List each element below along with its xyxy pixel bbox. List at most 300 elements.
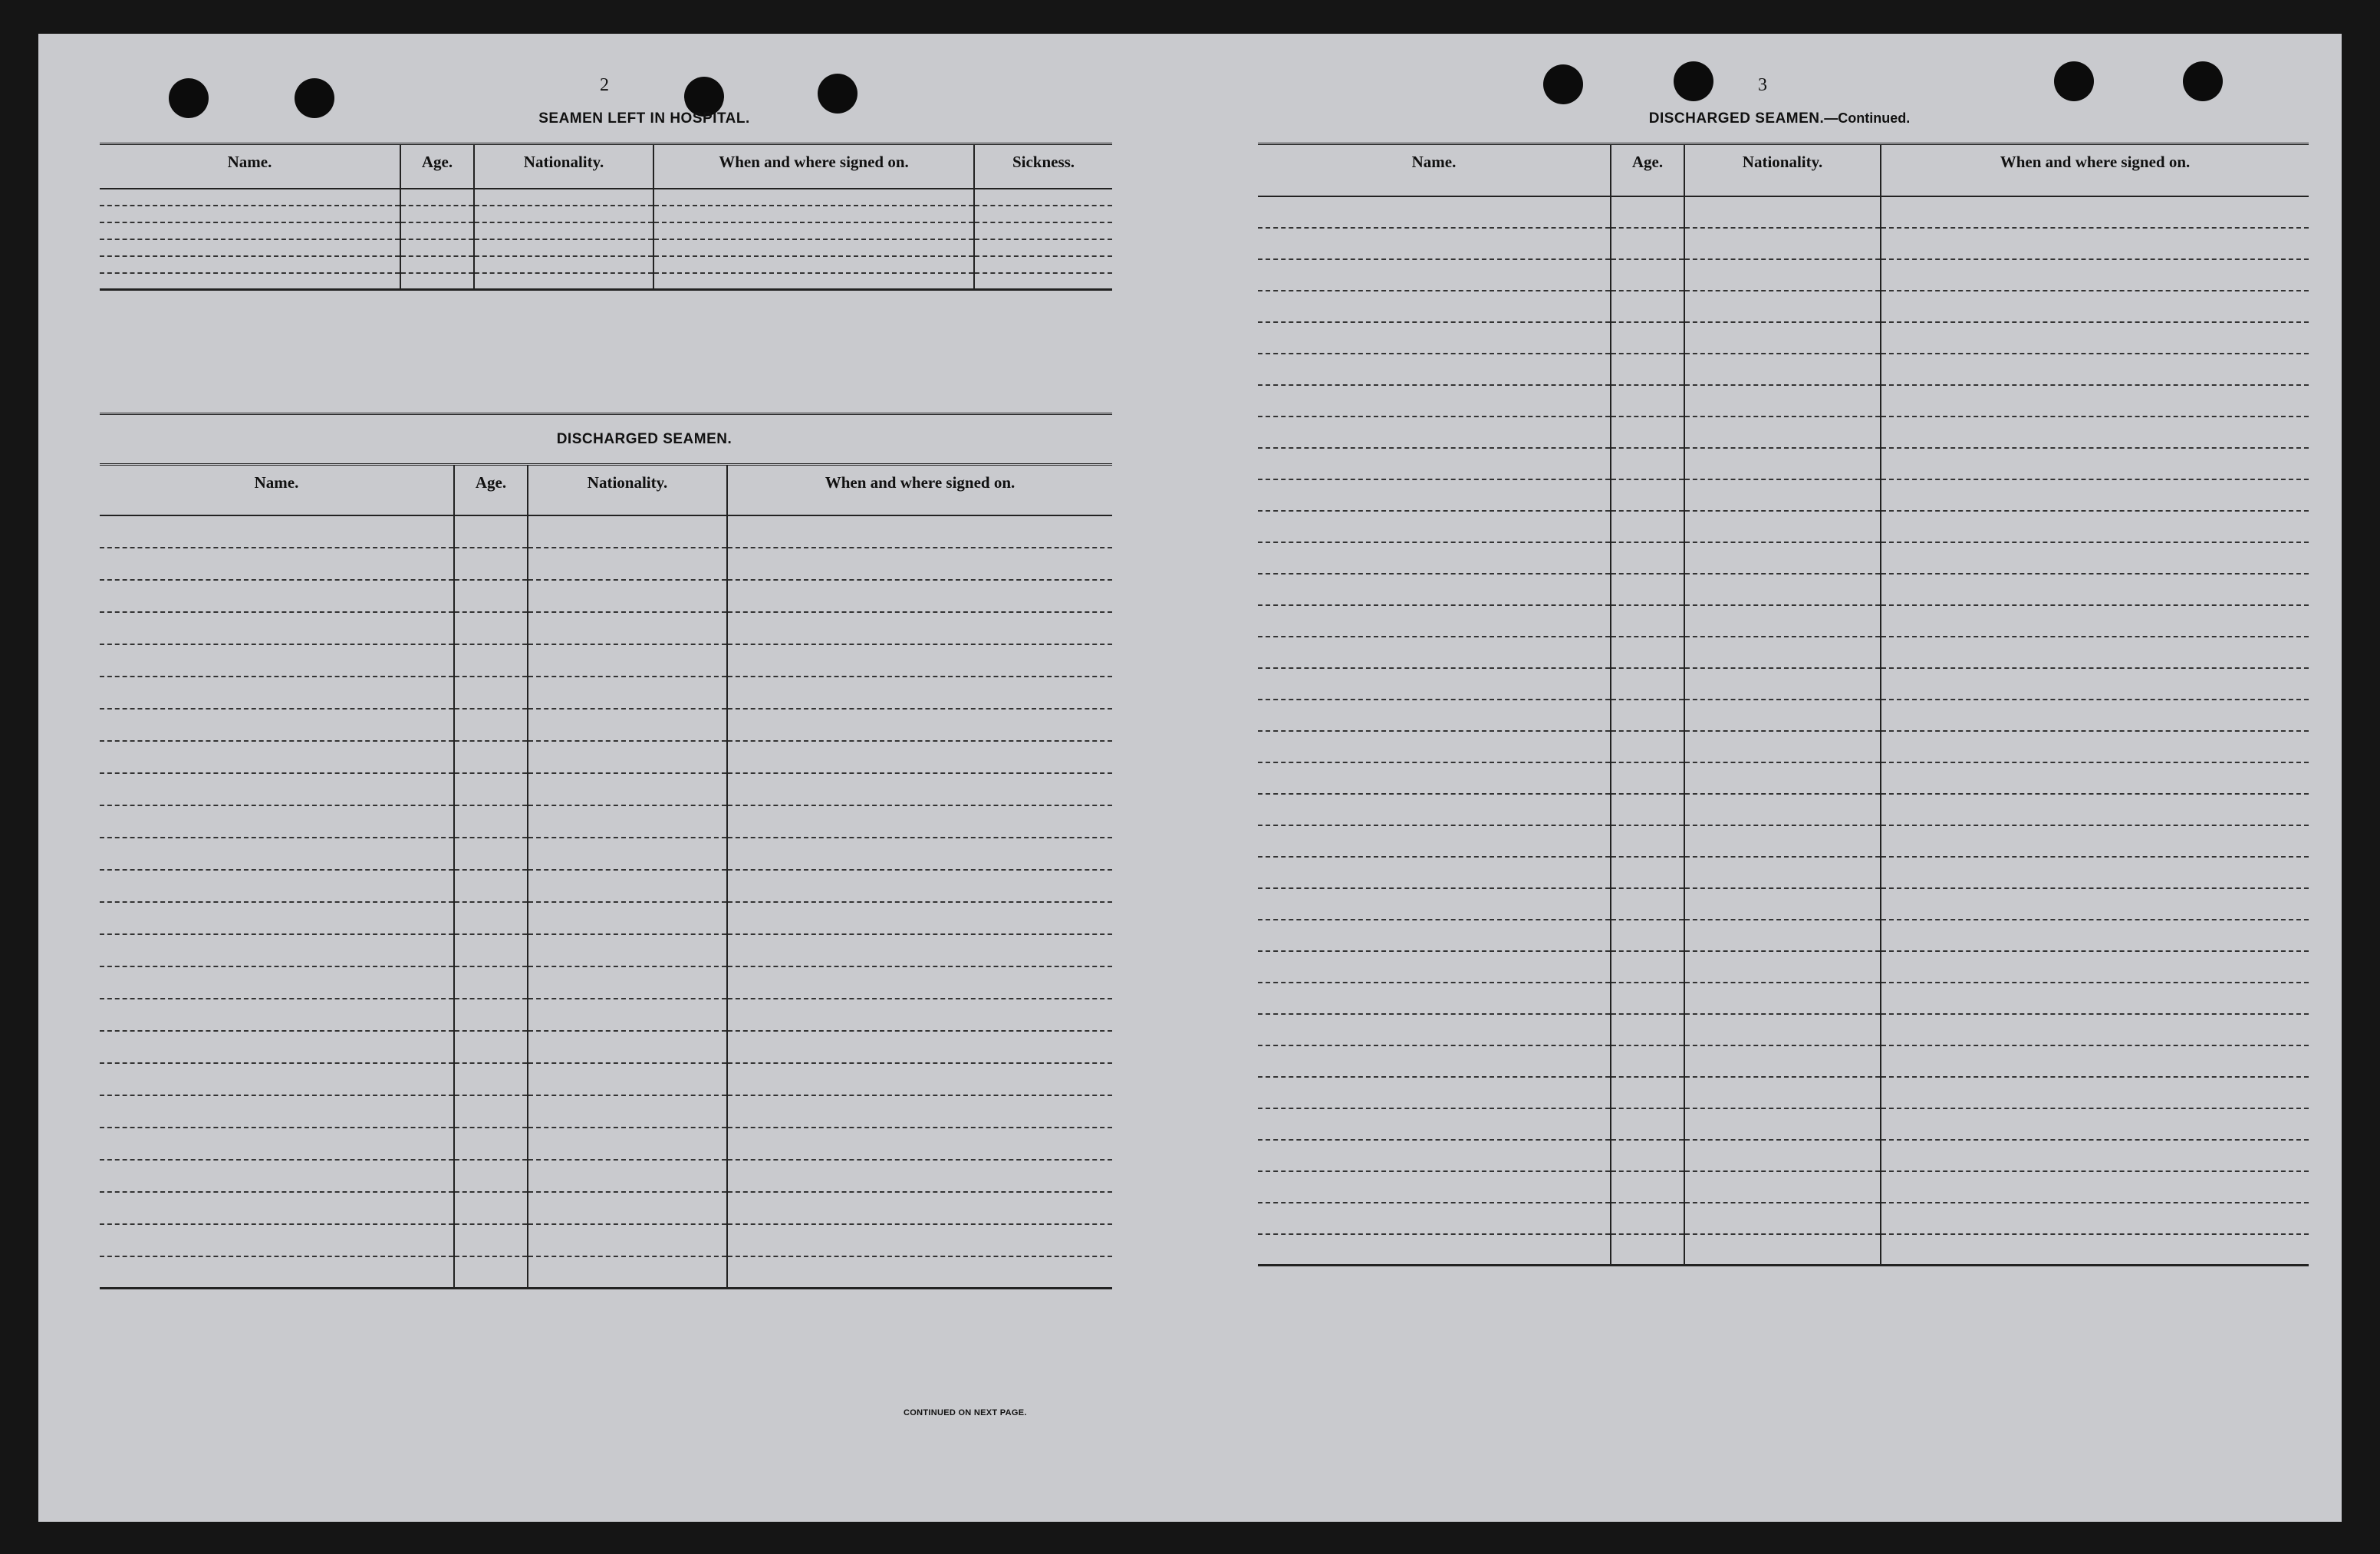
blank-cell (1611, 259, 1684, 291)
blank-cell (1684, 354, 1881, 385)
blank-row (1258, 479, 2309, 511)
blank-row (100, 838, 1112, 870)
blank-cell (1258, 794, 1611, 825)
punch-hole (1543, 64, 1583, 104)
blank-cell (727, 1095, 1112, 1128)
blank-cell (400, 239, 474, 256)
blank-cell (1611, 416, 1684, 448)
blank-cell (100, 189, 400, 206)
blank-cell (1881, 983, 2309, 1014)
blank-cell (1258, 1014, 1611, 1045)
discharged-continued-table (1258, 143, 2309, 1266)
blank-cell (400, 256, 474, 273)
blank-row (100, 999, 1112, 1031)
blank-cell (454, 741, 528, 773)
blank-row (1258, 1140, 2309, 1171)
hospital-table (100, 143, 1112, 291)
punch-hole (2183, 61, 2223, 101)
blank-row (1258, 1203, 2309, 1234)
blank-cell (528, 548, 727, 580)
blank-cell (100, 1063, 454, 1095)
blank-cell (100, 644, 454, 677)
blank-cell (528, 709, 727, 741)
blank-cell (400, 189, 474, 206)
blank-cell (1684, 542, 1881, 574)
blank-row (100, 677, 1112, 709)
blank-cell (400, 206, 474, 222)
blank-row (100, 805, 1112, 838)
blank-cell (974, 273, 1112, 290)
discharged-section-title: DISCHARGED SEAMEN. (556, 431, 732, 447)
blank-row (1258, 668, 2309, 700)
continued-note: CONTINUED ON NEXT PAGE. (904, 1408, 1027, 1417)
blank-cell (454, 999, 528, 1031)
blank-cell (1611, 542, 1684, 574)
blank-cell (454, 515, 528, 548)
blank-cell (653, 273, 974, 290)
blank-row (1258, 291, 2309, 322)
blank-row (1258, 637, 2309, 668)
blank-cell (1881, 1171, 2309, 1203)
blank-cell (1881, 479, 2309, 511)
blank-cell (727, 612, 1112, 644)
blank-cell (727, 677, 1112, 709)
blank-cell (454, 1031, 528, 1063)
blank-cell (1684, 1045, 1881, 1077)
blank-cell (1258, 259, 1611, 291)
blank-cell (727, 966, 1112, 999)
blank-cell (474, 273, 653, 290)
blank-row (1258, 385, 2309, 416)
blank-cell (1258, 448, 1611, 479)
blank-cell (100, 256, 400, 273)
blank-cell (100, 222, 400, 239)
blank-cell (727, 870, 1112, 902)
column-header-age: Age. (454, 465, 528, 515)
blank-row (100, 934, 1112, 966)
blank-cell (1684, 983, 1881, 1014)
blank-cell (454, 1160, 528, 1192)
blank-cell (727, 838, 1112, 870)
blank-row (1258, 228, 2309, 259)
blank-row (1258, 448, 2309, 479)
blank-cell (1258, 700, 1611, 731)
blank-cell (1684, 1234, 1881, 1266)
blank-cell (727, 1256, 1112, 1289)
blank-cell (727, 548, 1112, 580)
blank-cell (528, 934, 727, 966)
blank-cell (1684, 1077, 1881, 1108)
blank-cell (528, 902, 727, 934)
blank-cell (727, 999, 1112, 1031)
blank-cell (1258, 1108, 1611, 1140)
blank-cell (1684, 511, 1881, 542)
blank-cell (100, 273, 400, 290)
blank-cell (1881, 354, 2309, 385)
blank-cell (100, 612, 454, 644)
blank-row (1258, 322, 2309, 354)
blank-row (1258, 920, 2309, 951)
blank-cell (1684, 291, 1881, 322)
blank-cell (100, 239, 400, 256)
blank-cell (454, 1256, 528, 1289)
blank-cell (1684, 700, 1881, 731)
blank-cell (1881, 1045, 2309, 1077)
column-header-age: Age. (400, 144, 474, 189)
blank-cell (528, 1192, 727, 1224)
blank-cell (1611, 1045, 1684, 1077)
blank-cell (1258, 1140, 1611, 1171)
blank-row (1258, 700, 2309, 731)
blank-cell (100, 709, 454, 741)
blank-row (100, 612, 1112, 644)
blank-cell (100, 870, 454, 902)
blank-cell (1611, 983, 1684, 1014)
blank-row (1258, 731, 2309, 762)
blank-cell (1611, 762, 1684, 794)
blank-cell (1611, 228, 1684, 259)
blank-cell (727, 1192, 1112, 1224)
blank-row (100, 256, 1112, 273)
column-header-signed-on: When and where signed on. (653, 144, 974, 189)
blank-row (1258, 259, 2309, 291)
blank-cell (1881, 1140, 2309, 1171)
blank-cell (974, 189, 1112, 206)
blank-cell (1258, 857, 1611, 888)
blank-cell (1258, 825, 1611, 857)
blank-cell (1881, 322, 2309, 354)
blank-cell (1611, 354, 1684, 385)
blank-cell (528, 1063, 727, 1095)
blank-cell (1611, 1203, 1684, 1234)
blank-cell (1611, 951, 1684, 983)
blank-cell (528, 1128, 727, 1160)
blank-cell (1684, 1014, 1881, 1045)
blank-cell (454, 1128, 528, 1160)
blank-cell (454, 902, 528, 934)
blank-cell (1258, 1045, 1611, 1077)
blank-cell (1611, 1234, 1684, 1266)
blank-cell (653, 189, 974, 206)
blank-cell (1684, 794, 1881, 825)
blank-cell (454, 805, 528, 838)
blank-cell (1684, 448, 1881, 479)
blank-cell (1881, 259, 2309, 291)
blank-cell (1881, 1014, 2309, 1045)
blank-cell (1258, 416, 1611, 448)
blank-row (1258, 354, 2309, 385)
blank-cell (1258, 920, 1611, 951)
blank-cell (1881, 385, 2309, 416)
blank-cell (1258, 731, 1611, 762)
blank-row (100, 273, 1112, 290)
discharged-title: DISCHARGED SEAMEN. (1648, 110, 1825, 127)
blank-cell (1611, 1171, 1684, 1203)
blank-cell (100, 902, 454, 934)
blank-cell (1881, 574, 2309, 605)
blank-row (100, 1256, 1112, 1289)
blank-cell (1881, 605, 2309, 637)
blank-cell (528, 677, 727, 709)
blank-row (100, 189, 1112, 206)
blank-cell (727, 1063, 1112, 1095)
continued-label: —Continued. (1824, 110, 1911, 126)
blank-cell (727, 934, 1112, 966)
blank-cell (1611, 1108, 1684, 1140)
blank-row (1258, 825, 2309, 857)
blank-row (1258, 983, 2309, 1014)
blank-cell (1881, 731, 2309, 762)
blank-cell (727, 902, 1112, 934)
blank-cell (1684, 668, 1881, 700)
column-header-sickness: Sickness. (974, 144, 1112, 189)
blank-cell (1258, 1234, 1611, 1266)
blank-row (100, 239, 1112, 256)
blank-row (100, 1160, 1112, 1192)
blank-cell (1684, 259, 1881, 291)
blank-row (100, 1128, 1112, 1160)
blank-cell (454, 677, 528, 709)
blank-cell (1881, 448, 2309, 479)
blank-cell (1881, 1203, 2309, 1234)
blank-cell (474, 206, 653, 222)
blank-cell (1684, 637, 1881, 668)
blank-cell (1611, 700, 1684, 731)
blank-cell (1684, 479, 1881, 511)
blank-cell (1881, 700, 2309, 731)
blank-cell (474, 189, 653, 206)
blank-cell (974, 206, 1112, 222)
blank-cell (1684, 196, 1881, 228)
column-header-name: Name. (100, 465, 454, 515)
blank-cell (1611, 888, 1684, 920)
blank-cell (1684, 762, 1881, 794)
blank-cell (727, 1224, 1112, 1256)
blank-cell (528, 805, 727, 838)
blank-cell (727, 515, 1112, 548)
blank-cell (1684, 385, 1881, 416)
blank-cell (1611, 825, 1684, 857)
blank-cell (474, 239, 653, 256)
discharged-table (100, 463, 1112, 1289)
blank-cell (653, 206, 974, 222)
blank-cell (100, 741, 454, 773)
blank-row (1258, 542, 2309, 574)
document-sheet (38, 34, 2342, 1522)
blank-cell (1258, 322, 1611, 354)
blank-cell (454, 1224, 528, 1256)
blank-cell (727, 773, 1112, 805)
blank-cell (454, 773, 528, 805)
blank-cell (727, 709, 1112, 741)
blank-cell (1611, 479, 1684, 511)
blank-cell (454, 966, 528, 999)
blank-cell (1684, 228, 1881, 259)
blank-cell (653, 239, 974, 256)
blank-cell (1611, 291, 1684, 322)
blank-cell (528, 870, 727, 902)
blank-cell (100, 1224, 454, 1256)
blank-cell (454, 644, 528, 677)
blank-row (100, 773, 1112, 805)
blank-cell (1684, 605, 1881, 637)
blank-cell (1684, 825, 1881, 857)
blank-cell (454, 548, 528, 580)
blank-cell (100, 548, 454, 580)
blank-cell (528, 999, 727, 1031)
blank-cell (528, 1031, 727, 1063)
blank-cell (1258, 888, 1611, 920)
blank-cell (974, 222, 1112, 239)
blank-cell (454, 709, 528, 741)
blank-cell (1684, 322, 1881, 354)
blank-cell (1611, 196, 1684, 228)
blank-cell (100, 1192, 454, 1224)
blank-cell (1611, 1014, 1684, 1045)
blank-cell (653, 222, 974, 239)
blank-cell (1881, 1077, 2309, 1108)
blank-cell (1881, 542, 2309, 574)
punch-hole (169, 78, 209, 118)
blank-row (100, 1031, 1112, 1063)
blank-cell (528, 1224, 727, 1256)
blank-row (1258, 951, 2309, 983)
blank-cell (1611, 1077, 1684, 1108)
blank-cell (727, 580, 1112, 612)
blank-cell (454, 580, 528, 612)
blank-cell (100, 1128, 454, 1160)
column-header-age: Age. (1611, 144, 1684, 196)
blank-cell (100, 1160, 454, 1192)
blank-cell (1881, 668, 2309, 700)
blank-cell (1611, 794, 1684, 825)
blank-cell (1684, 857, 1881, 888)
blank-cell (1684, 920, 1881, 951)
page-number: 3 (1758, 75, 1767, 95)
blank-cell (100, 515, 454, 548)
blank-cell (1258, 668, 1611, 700)
blank-cell (400, 273, 474, 290)
blank-cell (100, 966, 454, 999)
blank-cell (727, 805, 1112, 838)
blank-row (100, 741, 1112, 773)
punch-hole (295, 78, 334, 118)
blank-cell (1258, 951, 1611, 983)
discharged-continued-title (1488, 110, 2071, 127)
blank-cell (528, 773, 727, 805)
blank-cell (1258, 983, 1611, 1014)
blank-row (100, 548, 1112, 580)
blank-cell (1684, 1171, 1881, 1203)
blank-cell (1881, 196, 2309, 228)
blank-row (1258, 416, 2309, 448)
blank-row (100, 1063, 1112, 1095)
blank-row (1258, 1014, 2309, 1045)
column-header-nationality: Nationality. (528, 465, 727, 515)
blank-cell (1611, 920, 1684, 951)
blank-row (1258, 574, 2309, 605)
blank-cell (1881, 637, 2309, 668)
blank-cell (1881, 228, 2309, 259)
blank-row (1258, 1045, 2309, 1077)
blank-cell (100, 1031, 454, 1063)
blank-cell (100, 1095, 454, 1128)
blank-cell (474, 256, 653, 273)
blank-cell (1881, 1234, 2309, 1266)
blank-cell (1258, 196, 1611, 228)
section-divider (100, 413, 1112, 415)
blank-row (100, 515, 1112, 548)
blank-cell (1611, 637, 1684, 668)
blank-cell (1258, 637, 1611, 668)
blank-cell (1881, 857, 2309, 888)
column-header-nationality: Nationality. (1684, 144, 1881, 196)
blank-cell (727, 1031, 1112, 1063)
blank-cell (528, 515, 727, 548)
blank-row (100, 222, 1112, 239)
blank-cell (528, 838, 727, 870)
blank-cell (454, 870, 528, 902)
blank-cell (1881, 920, 2309, 951)
blank-cell (727, 1128, 1112, 1160)
blank-cell (1881, 951, 2309, 983)
blank-cell (1258, 228, 1611, 259)
blank-cell (528, 966, 727, 999)
blank-cell (1611, 385, 1684, 416)
blank-cell (1611, 668, 1684, 700)
blank-cell (100, 580, 454, 612)
blank-row (1258, 1234, 2309, 1266)
blank-cell (1611, 1140, 1684, 1171)
blank-cell (1258, 542, 1611, 574)
blank-row (1258, 1171, 2309, 1203)
blank-cell (1684, 731, 1881, 762)
blank-cell (100, 999, 454, 1031)
blank-cell (1684, 1203, 1881, 1234)
punch-hole (818, 74, 858, 114)
blank-row (100, 902, 1112, 934)
column-header-nationality: Nationality. (474, 144, 653, 189)
hospital-section-title: SEAMEN LEFT IN HOSPITAL. (538, 110, 750, 127)
blank-cell (528, 741, 727, 773)
blank-cell (400, 222, 474, 239)
page-number: 2 (600, 75, 609, 95)
blank-cell (1881, 416, 2309, 448)
blank-cell (1611, 322, 1684, 354)
blank-cell (974, 239, 1112, 256)
blank-row (100, 1095, 1112, 1128)
blank-cell (1881, 1108, 2309, 1140)
blank-row (100, 709, 1112, 741)
blank-cell (1611, 605, 1684, 637)
blank-cell (1258, 762, 1611, 794)
blank-cell (1684, 888, 1881, 920)
blank-row (100, 1224, 1112, 1256)
blank-cell (1881, 888, 2309, 920)
blank-cell (454, 838, 528, 870)
blank-row (100, 1192, 1112, 1224)
blank-cell (1258, 385, 1611, 416)
blank-cell (100, 206, 400, 222)
blank-cell (528, 1256, 727, 1289)
blank-cell (100, 838, 454, 870)
blank-cell (1258, 1171, 1611, 1203)
blank-cell (1684, 574, 1881, 605)
blank-row (1258, 511, 2309, 542)
blank-cell (100, 934, 454, 966)
blank-row (1258, 1077, 2309, 1108)
blank-cell (1881, 794, 2309, 825)
